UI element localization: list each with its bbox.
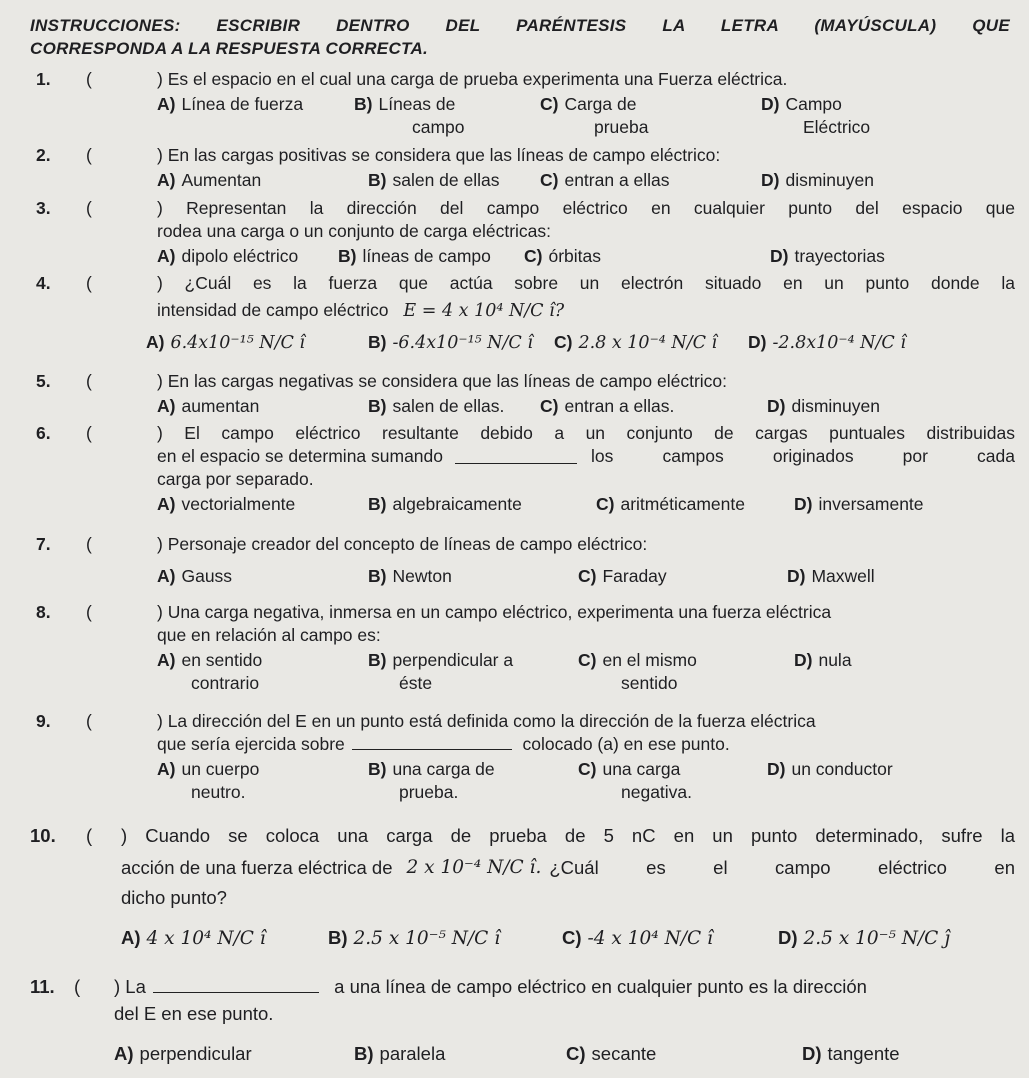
- option-d[interactable]: D) disminuyen: [761, 170, 874, 190]
- question-stem-line-2a: en el espacio se determina sumando: [157, 446, 444, 466]
- question-stem-line-2: rodea una carga o un conjunto de carga eléctricas:: [157, 221, 552, 241]
- fill-blank[interactable]: [352, 749, 512, 750]
- answer-paren[interactable]: (: [86, 371, 92, 391]
- question-stem-line-2: del E en ese punto.: [114, 1003, 274, 1024]
- option-a[interactable]: A) Línea de fuerza: [157, 94, 304, 114]
- question-number: 3.: [36, 198, 51, 218]
- instructions: [30, 14, 1010, 60]
- option-d[interactable]: D) inversamente: [794, 494, 924, 514]
- question-stem-line-3: dicho punto?: [121, 887, 227, 908]
- answer-paren[interactable]: (: [86, 69, 92, 89]
- question-stem-line-2b: los campos originados por cada: [591, 446, 1015, 466]
- question-stem-line-1: ) ¿Cuál es la fuerza que actúa sobre un electrón situado en un punto donde la: [157, 273, 1015, 293]
- question-4: [30, 272, 1015, 354]
- answer-paren[interactable]: (: [86, 711, 92, 731]
- force-formula: 2 x 10⁻⁴ N/C î.: [406, 857, 542, 878]
- option-c[interactable]: C) en el mismo sentido: [578, 650, 697, 693]
- question-number: 9.: [36, 711, 51, 731]
- question-stem-line-1: ) Cuando se coloca una carga de prueba de 5 nC en un punto determinado, sufre la: [121, 825, 1015, 846]
- question-1: [30, 68, 1015, 139]
- option-c[interactable]: C) secante: [566, 1043, 657, 1064]
- option-b[interactable]: B) líneas de campo: [338, 246, 491, 266]
- question-stem-line-2b: colocado (a) en ese punto.: [522, 734, 730, 754]
- option-a[interactable]: A) 4 x 10⁴ N/C î: [121, 927, 266, 949]
- question-number: 7.: [36, 534, 51, 554]
- option-b[interactable]: B) perpendicular a éste: [368, 650, 514, 693]
- option-b[interactable]: B) 2.5 x 10⁻⁵ N/C î: [328, 927, 501, 949]
- question-9: [30, 710, 1015, 804]
- option-a[interactable]: A) dipolo eléctrico: [157, 246, 299, 266]
- option-d[interactable]: D) disminuyen: [767, 396, 880, 416]
- option-c[interactable]: C) aritméticamente: [596, 494, 745, 514]
- option-d[interactable]: D) nula: [794, 650, 852, 670]
- option-b[interactable]: B) Newton: [368, 566, 452, 586]
- question-stem: ) Es el espacio en el cual una carga de prueba experimenta una Fuerza eléctrica.: [157, 69, 788, 89]
- option-d[interactable]: D) Maxwell: [787, 566, 875, 586]
- option-b[interactable]: B) algebraicamente: [368, 494, 522, 514]
- question-stem-line-1b: a una línea de campo eléctrico en cualquier punto es la dirección: [334, 976, 867, 997]
- answer-paren[interactable]: (: [86, 145, 92, 165]
- question-stem: ) En las cargas negativas se considera que las líneas de campo eléctrico:: [157, 371, 728, 391]
- option-a[interactable]: A) en sentido contrario: [157, 650, 263, 693]
- question-stem-line-3: carga por separado.: [157, 469, 314, 489]
- fill-blank[interactable]: [455, 445, 577, 464]
- option-b[interactable]: B) salen de ellas: [368, 170, 500, 190]
- question-stem-line-1: ) El campo eléctrico resultante debido a un conjunto de cargas puntuales distribuidas: [157, 423, 1015, 443]
- question-stem-line-2: que en relación al campo es:: [157, 625, 381, 645]
- option-b[interactable]: B) salen de ellas.: [368, 396, 505, 416]
- question-stem: ) Personaje creador del concepto de líneas de campo eléctrico:: [157, 534, 648, 554]
- option-a[interactable]: A) 6.4x10⁻¹⁵ N/C î: [146, 332, 306, 353]
- option-d[interactable]: D) un conductor: [767, 759, 893, 779]
- option-b[interactable]: B) una carga de prueba.: [368, 759, 495, 802]
- field-formula: E = 4 x 10⁴ N/C î?: [403, 301, 565, 321]
- question-3: [30, 197, 1015, 268]
- option-b[interactable]: B) paralela: [354, 1043, 446, 1064]
- option-a[interactable]: A) Aumentan: [157, 170, 262, 190]
- answer-paren[interactable]: (: [86, 423, 92, 443]
- option-c[interactable]: C) entran a ellas: [540, 170, 670, 190]
- instructions-line-1: INSTRUCCIONES: ESCRIBIR DENTRO DEL PARÉNTESIS LA LETRA (MAYÚSCULA) QUE: [30, 16, 1010, 35]
- option-d[interactable]: D) trayectorias: [770, 246, 885, 266]
- question-stem-line-2b: ¿Cuál es el campo eléctrico en: [549, 857, 1015, 878]
- option-b[interactable]: B) Líneas de campo: [354, 94, 465, 137]
- fill-blank[interactable]: [153, 992, 319, 993]
- answer-paren[interactable]: (: [86, 198, 92, 218]
- question-5: [30, 370, 1015, 418]
- question-6: [30, 422, 1015, 516]
- question-number: 6.: [36, 423, 51, 443]
- option-c[interactable]: C) Carga de prueba: [540, 94, 649, 137]
- question-number: 2.: [36, 145, 51, 165]
- question-number: 11.: [30, 976, 55, 997]
- option-c[interactable]: C) -4 x 10⁴ N/C î: [562, 927, 713, 949]
- option-a[interactable]: A) aumentan: [157, 396, 260, 416]
- question-number: 8.: [36, 602, 51, 622]
- question-stem-line-2: intensidad de campo eléctrico: [157, 300, 389, 320]
- answer-paren[interactable]: (: [74, 976, 81, 997]
- option-c[interactable]: C) Faraday: [578, 566, 667, 586]
- question-2: [30, 144, 1015, 192]
- option-d[interactable]: D) Campo Eléctrico: [761, 94, 871, 137]
- question-8: [30, 601, 1015, 695]
- option-d[interactable]: D) tangente: [802, 1043, 900, 1064]
- question-stem-line-1: ) La dirección del E en un punto está definida como la dirección de la fuerza eléctrica: [157, 711, 816, 731]
- question-11: [30, 974, 1015, 1067]
- option-c[interactable]: C) una carga negativa.: [578, 759, 693, 802]
- question-7: [30, 533, 1015, 588]
- question-number: 10.: [30, 825, 56, 846]
- option-a[interactable]: A) Gauss: [157, 566, 233, 586]
- question-10: [30, 823, 1015, 951]
- option-c[interactable]: C) 2.8 x 10⁻⁴ N/C î: [554, 332, 718, 353]
- question-stem-line-2a: que sería ejercida sobre: [157, 734, 345, 754]
- option-d[interactable]: D) 2.5 x 10⁻⁵ N/C ĵ: [778, 927, 950, 949]
- option-a[interactable]: A) perpendicular: [114, 1043, 252, 1064]
- question-stem-line-1: ) Una carga negativa, inmersa en un campo eléctrico, experimenta una fuerza eléctrica: [157, 602, 832, 622]
- option-b[interactable]: B) -6.4x10⁻¹⁵ N/C î: [368, 332, 533, 353]
- option-a[interactable]: A) vectorialmente: [157, 494, 296, 514]
- question-number: 4.: [36, 273, 51, 293]
- question-stem: ) En las cargas positivas se considera que las líneas de campo eléctrico:: [157, 145, 721, 165]
- option-c[interactable]: C) entran a ellas.: [540, 396, 675, 416]
- question-number: 1.: [36, 69, 51, 89]
- answer-paren[interactable]: (: [86, 534, 92, 554]
- question-number: 5.: [36, 371, 51, 391]
- instructions-line-2: CORRESPONDA A LA RESPUESTA CORRECTA.: [30, 39, 429, 58]
- option-a[interactable]: A) un cuerpo neutro.: [157, 759, 260, 802]
- option-c[interactable]: C) órbitas: [524, 246, 601, 266]
- answer-paren[interactable]: (: [86, 825, 93, 846]
- question-stem-line-2a: acción de una fuerza eléctrica de: [121, 857, 393, 878]
- answer-paren[interactable]: (: [86, 602, 92, 622]
- question-stem-line-1: ) Representan la dirección del campo eléctrico en cualquier punto del espacio que: [157, 198, 1015, 218]
- option-d[interactable]: D) -2.8x10⁻⁴ N/C î: [748, 332, 906, 353]
- question-stem-line-1a: ) La: [114, 976, 146, 997]
- answer-paren[interactable]: (: [86, 273, 92, 293]
